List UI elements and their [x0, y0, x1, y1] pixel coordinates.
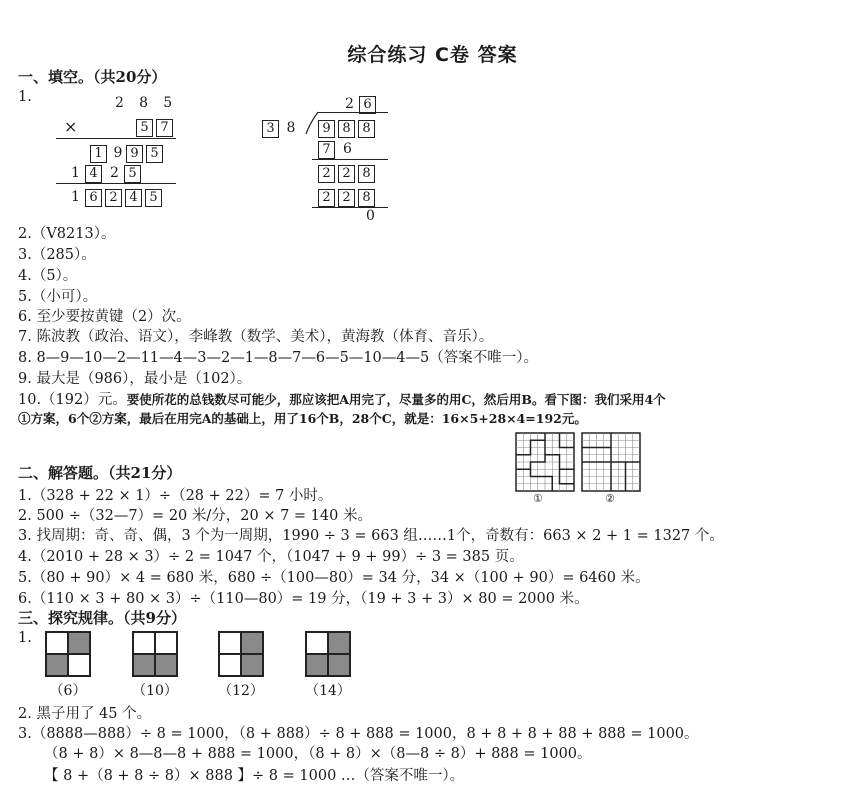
dividend-box: 8 — [338, 120, 355, 138]
mult-top-digit: 8 — [139, 95, 149, 111]
figure-label: ② — [605, 492, 615, 505]
digit: 9 — [113, 145, 123, 161]
digit: 1 — [71, 189, 80, 205]
pattern-square-4 — [305, 631, 351, 677]
answer-line: 1.（328 + 22 × 1）÷（28 + 22）= 7 小时。 — [18, 488, 333, 504]
step-box: 2 — [338, 165, 355, 183]
digit: 1 — [71, 165, 80, 181]
answer-line: 6. 至少要按黄键（2）次。 — [18, 309, 191, 325]
pattern-caption: （14） — [305, 683, 351, 699]
answer-line: 4.（5）。 — [18, 268, 78, 284]
digit-box: 5 — [146, 145, 163, 163]
answer-line: 7. 陈波教（政治、语文），李峰教（数学、美术），黄海教（体育、音乐）。 — [18, 329, 494, 345]
rule-line — [312, 159, 388, 160]
digit-box: 2 — [105, 189, 122, 207]
digit-box: 4 — [125, 189, 142, 207]
digit-box: 7 — [156, 119, 173, 137]
section1-heading: 一、填空。（共20分） — [18, 68, 167, 86]
q10-answer: 10.（192）元。 — [18, 392, 127, 408]
q1-label: 1. — [18, 89, 32, 105]
figure-label: ① — [533, 492, 543, 505]
rule-line — [56, 183, 176, 184]
remainder: 0 — [366, 208, 375, 224]
section2-heading: 二、解答题。（共21分） — [18, 464, 182, 482]
answer-line: 3.（8888—888）÷ 8 = 1000，（8 + 888）÷ 8 + 888 = 1000，8 + 8 + 8 + 88 + 888 = 1000。 — [18, 726, 699, 742]
step-box: 2 — [338, 189, 355, 207]
times-sign: × — [64, 117, 78, 136]
q10-explanation: 要使所花的总钱数尽可能少，那应该把A用完了，尽量多的用C，然后用B。看下图：我们采用4个 — [126, 392, 666, 407]
step-box: 8 — [358, 165, 375, 183]
answer-line: 2.（V8213）。 — [18, 226, 116, 242]
pattern-caption: （12） — [218, 683, 264, 699]
step-digit: 6 — [343, 141, 352, 157]
step-box: 8 — [358, 189, 375, 207]
rule-line — [312, 207, 388, 208]
digit-box: 1 — [90, 145, 107, 163]
digit-box: 5 — [145, 189, 162, 207]
pattern-square-3 — [218, 631, 264, 677]
step-box: 7 — [318, 141, 335, 159]
digit: 2 — [110, 165, 119, 181]
step-box: 2 — [318, 165, 335, 183]
pattern-square-1 — [45, 631, 91, 677]
mult-top-digit: 5 — [163, 95, 173, 111]
q10-explanation-cont: ①方案，6个②方案，最后在用完A的基础上，用了16个B，28个C，就是：16×5+28×4=192元。 — [18, 411, 587, 426]
answer-line: 2. 500 ÷（32—7）= 20 米/分，20 × 7 = 140 米。 — [18, 508, 372, 524]
answer-line: 8. 8—9—10—2—11—4—3—2—1—8—7—6—5—10—4—5（答案不唯一）。 — [18, 350, 538, 366]
answer-line: 3. 找周期：奇、奇、偶，3 个为一周期，1990 ÷ 3 = 663 组……1个，奇数有：663 × 2 + 1 = 1327 个。 — [18, 528, 724, 544]
step-box: 2 — [318, 189, 335, 207]
pattern-caption: （6） — [49, 683, 87, 699]
mult-top-digit: 2 — [115, 95, 124, 111]
answer-line: （8 + 8）× 8—8—8 + 888 = 1000，（8 + 8）×（8—8 ÷ 8）+ 888 = 1000。 — [44, 746, 592, 762]
quotient-digit: 2 — [345, 96, 354, 112]
divisor-box: 3 — [262, 120, 279, 138]
dividend-box: 8 — [358, 120, 375, 138]
quotient-box: 6 — [359, 96, 376, 114]
digit-box: 4 — [85, 165, 102, 183]
tiling-figure-1 — [516, 433, 574, 491]
digit-box: 5 — [124, 165, 141, 183]
rule-line — [56, 138, 176, 139]
divisor-digit: 8 — [286, 120, 296, 136]
dividend-box: 9 — [318, 120, 335, 138]
answer-line: 5.（小可）。 — [18, 289, 98, 305]
page-title: 综合练习 C卷 答案 — [347, 44, 518, 66]
digit-box: 5 — [136, 119, 153, 137]
answer-line: 4.（2010 + 28 × 3）÷ 2 = 1047 个，（1047 + 9 + 99）÷ 3 = 385 页。 — [18, 549, 524, 565]
answer-line: 2. 黑子用了 45 个。 — [18, 706, 152, 722]
answer-line: 3.（285）。 — [18, 247, 96, 263]
digit-box: 6 — [85, 189, 102, 207]
pattern-caption: （10） — [132, 683, 178, 699]
q1-label: 1. — [18, 630, 32, 646]
division-bar — [318, 112, 388, 113]
pattern-square-2 — [132, 631, 178, 677]
section3-heading: 三、探究规律。（共9分） — [18, 609, 186, 627]
answer-line: 9. 最大是（986），最小是（102）。 — [18, 371, 252, 387]
answer-line: 【 8 +（8 + 8 ÷ 8）× 888 】÷ 8 = 1000 …（答案不唯一）。 — [44, 768, 465, 784]
answer-line: 6.（110 × 3 + 80 × 3）÷（110—80）= 19 分，（19 + 3 + 3）× 80 = 2000 米。 — [18, 591, 589, 607]
answer-line: 5.（80 + 90）× 4 = 680 米，680 ÷（100—80）= 34 分，34 ×（100 + 90）= 6460 米。 — [18, 570, 650, 586]
digit-box: 9 — [126, 145, 143, 163]
tiling-figure-2 — [582, 433, 640, 491]
